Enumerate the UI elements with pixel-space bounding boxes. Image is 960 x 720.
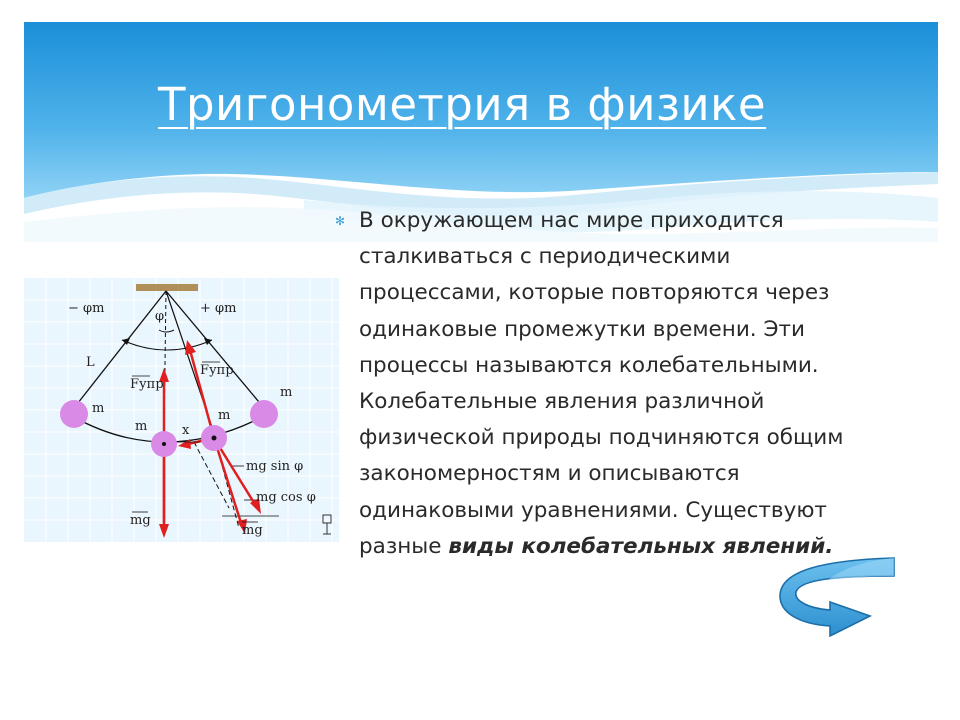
content-text-block xyxy=(335,203,855,565)
cursor-icon xyxy=(322,514,334,536)
label-minus-phi-m: − φm xyxy=(68,301,105,316)
bullet-item xyxy=(335,203,855,565)
body-paragraph xyxy=(359,203,855,565)
curved-return-arrow-icon[interactable] xyxy=(776,552,900,644)
slide-title: Тригонометрия в физике xyxy=(158,78,767,131)
label-mg-left: mg xyxy=(130,513,151,528)
label-phi: φ xyxy=(155,309,165,324)
label-mass-center-right: m xyxy=(218,408,231,423)
label-mass-right: m xyxy=(280,385,293,400)
body-paragraph-emphasis: виды колебательных явлений. xyxy=(448,533,834,559)
label-length: L xyxy=(86,355,95,370)
body-paragraph-text: В окружающем нас мире приходится сталкиваться с периодическими процессами, которые повторяются через одинаковые промежутки времени. Эти процессы называются колебательными. Колебательные явления различной физической природы подчиняются общим закономерностям и описываются одинаковыми уравнениями. Существуют разные xyxy=(359,208,844,559)
label-f-upr-left: Fупр xyxy=(130,377,164,392)
label-f-upr-right: Fупр xyxy=(200,363,234,378)
label-mass-left: m xyxy=(92,401,105,416)
label-mg-cos: mg cos φ xyxy=(256,490,316,505)
pendulum-diagram xyxy=(24,278,339,542)
label-plus-phi-m: + φm xyxy=(200,301,237,316)
label-mass-center-left: m xyxy=(135,419,148,434)
bullet-asterisk-icon: ✻ xyxy=(335,214,346,228)
label-mg-right: mg xyxy=(242,523,263,538)
label-x: x xyxy=(182,423,190,438)
label-mg-sin: mg sin φ xyxy=(246,459,304,474)
